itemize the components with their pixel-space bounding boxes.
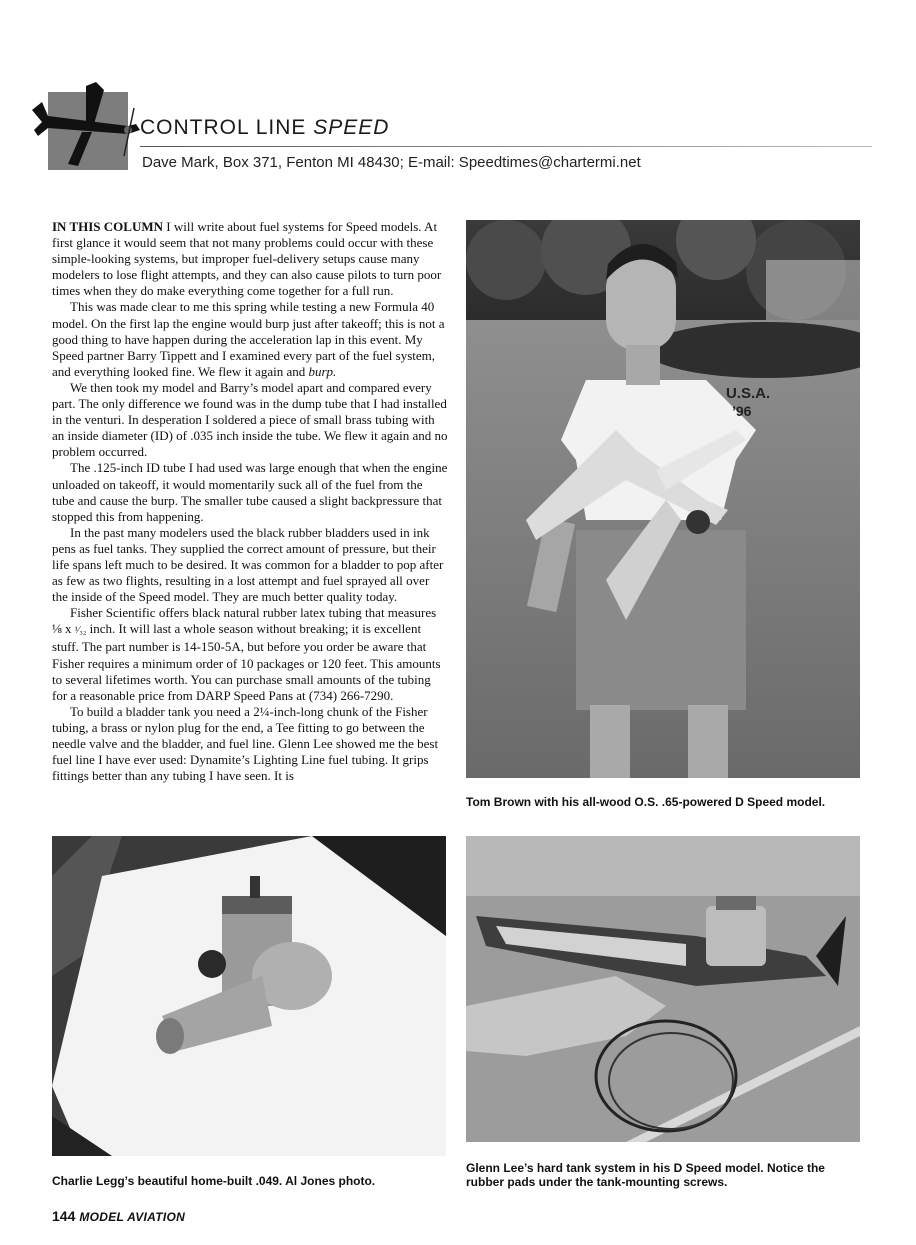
caption-glenn-lee: Glenn Lee’s hard tank system in his D Speed model. Notice the rubber pads under the tank-mounting screws. xyxy=(466,1161,825,1189)
paragraph-6: Fisher Scientific offers black natural rubber latex tubing that measures ⅛ x ¹⁄₃₂ inch. It will last a whole season without breaking; it is excellent stuff. The part number is 14-150-5A, but before you order be aware that Fisher requires a minimum order of 10 packages or 120 feet. This amounts to several lifetimes worth. You can purchase small amounts of the tubing for a reasonable price from DARP Speed Pans at (734) 266-7290. xyxy=(52,605,441,703)
caption-charlie-legg: Charlie Legg’s beautiful home-built .049. Al Jones photo. xyxy=(52,1174,376,1188)
column-title: CONTROL LINE SPEED xyxy=(140,116,390,139)
shirt-text-year: ’96 xyxy=(732,403,752,419)
magazine-name: MODEL AVIATION xyxy=(79,1210,186,1224)
header-rule xyxy=(140,146,872,147)
photo-charlie-legg-engine xyxy=(52,836,446,1156)
airplane-logo-icon xyxy=(24,80,144,170)
paragraph-7: To build a bladder tank you need a 2¼-inch-long chunk of the Fisher tubing, a brass or nylon plug for the end, a Tee fitting to go between the needle valve and the bladder, and fuel line. Glenn Lee showed me the best fuel line I have ever used: Dynamite’s Lighting Line fuel tubing. It grips fittings better than any tubing I have seen. It is xyxy=(52,703,439,784)
photo-glenn-lee-tank-system xyxy=(466,836,860,1142)
paragraph-4: The .125-inch ID tube I had used was large enough that when the engine unloaded on takeoff, it would momentarily suck all of the fuel from the tube and cause the burp. The smaller tube caused a slight backpressure that stopped this from happening. xyxy=(52,460,448,524)
article-column xyxy=(52,219,448,784)
paragraph-1: IN THIS COLUMN I will write about fuel systems for Speed models. At first glance it would seem that not many problems could occur with these simple-looking systems, but improper fuel-delivery setups cause many modelers to lose flight attempts, and they can also cause pilots to turn poor times when they do make everything come together for a full run. xyxy=(52,219,442,299)
author-byline: Dave Mark, Box 371, Fenton MI 48430; E-mail: Speedtimes@chartermi.net xyxy=(142,154,641,171)
shirt-text-usa: U.S.A. xyxy=(726,385,771,402)
paragraph-3: We then took my model and Barry’s model apart and compared every part. The only difference we found was in the dump tube that I had installed in the venturi. In desperation I soldered a piece of small brass tubing with an inside diameter (ID) of .035 inch inside the tube. We flew it again and no problem occurred. xyxy=(52,379,448,460)
page-number: 144 xyxy=(52,1208,76,1224)
caption-tom-brown: Tom Brown with his all-wood O.S. .65-powered D Speed model. xyxy=(466,795,826,809)
lead-in: IN THIS COLUMN xyxy=(52,219,164,234)
paragraph-2: This was made clear to me this spring while testing a new Formula 40 model. On the first lap the engine would burp just after takeoff; this is not a good thing to have happen during the acceleration lap in this event. My Speed partner Barry Tippett and I examined every part of the fuel system, and everything looked fine. We flew it again and burp. xyxy=(52,299,445,379)
page-footer xyxy=(52,1208,185,1224)
paragraph-5: In the past many modelers used the black rubber bladders used in ink pens as fuel tanks. They supplied the correct amount of pressure, but their life spans left much to be desired. It was common for a bladder to pop after as few as two flights, resulting in a lost attempt and fuel sprayed all over the inside of the Speed model. They are much better quality today. xyxy=(52,524,444,605)
photo-tom-brown xyxy=(466,220,860,778)
